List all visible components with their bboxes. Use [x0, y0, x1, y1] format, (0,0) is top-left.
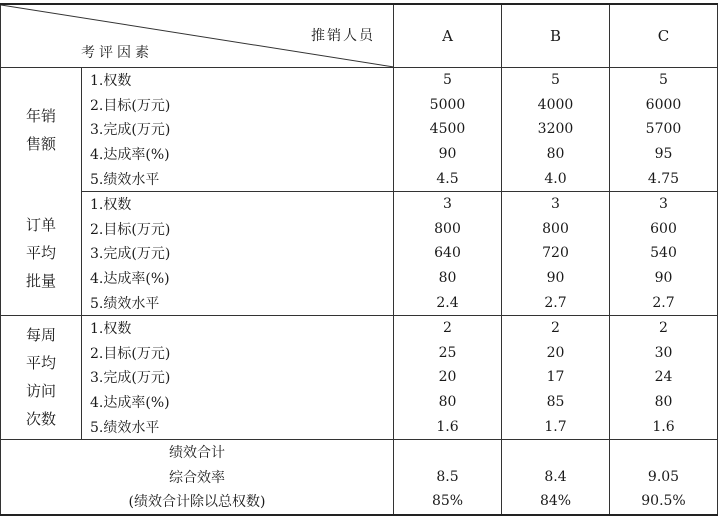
value-cell: 2.7: [610, 290, 718, 315]
percent-value: 84%: [502, 489, 610, 515]
value-cell: 80: [394, 390, 502, 415]
empty-cell: [502, 439, 610, 464]
value-cell: 600: [610, 217, 718, 242]
item-label: 4.达成率(%): [90, 271, 170, 288]
summary-formula-label: (绩效合计除以总权数): [1, 489, 394, 515]
item-label: 3.完成(万元): [90, 122, 171, 139]
item-label: 2.目标(万元): [90, 345, 171, 362]
value-cell: 800: [502, 217, 610, 242]
value-cell: 3: [394, 191, 502, 216]
percent-value: 90.5%: [610, 489, 718, 515]
item-label: 3.完成(万元): [90, 370, 171, 387]
item-label: 2.目标(万元): [90, 97, 171, 114]
value-cell: 3: [502, 191, 610, 216]
item-label: 1.权数: [90, 321, 132, 338]
item-label: 4.达成率(%): [90, 395, 170, 412]
value-cell: 2.4: [394, 290, 502, 315]
efficiency-value: 8.5: [394, 465, 502, 490]
value-cell: 80: [610, 390, 718, 415]
table-row: [1, 390, 718, 415]
item-label: 2.目标(万元): [90, 221, 171, 238]
value-cell: 90: [394, 142, 502, 167]
table-row: [1, 414, 718, 439]
group-title-line: 平均: [25, 354, 56, 373]
group-title-line: 访问: [25, 382, 56, 401]
value-cell: 24: [610, 365, 718, 390]
value-cell: 1.7: [502, 414, 610, 439]
header-person-c: C: [610, 4, 718, 68]
item-label: 5.绩效水平: [82, 290, 394, 315]
value-cell: 20: [394, 365, 502, 390]
group-title-line: 售额: [25, 134, 56, 153]
table-row: [1, 166, 718, 191]
value-cell: 20: [502, 341, 610, 366]
value-cell: 640: [394, 241, 502, 266]
table-row: [1, 217, 718, 242]
table-row: [1, 315, 718, 340]
value-cell: 90: [610, 266, 718, 291]
empty-cell: [394, 439, 502, 464]
header-salesperson-label: 推销人员: [311, 28, 375, 44]
group-title-weekly-visits: [1, 315, 82, 439]
efficiency-value: 8.4: [502, 465, 610, 490]
item-label: 4.达成率(%): [90, 147, 170, 164]
item-label: 1.权数: [90, 73, 132, 90]
header-person-b: B: [502, 4, 610, 68]
value-cell: 30: [610, 341, 718, 366]
value-cell: 800: [394, 217, 502, 242]
item-label: 5.绩效水平: [82, 166, 394, 191]
efficiency-value: 9.05: [610, 465, 718, 490]
table-row: [1, 68, 718, 93]
table-row: [1, 191, 718, 216]
table-row: [1, 142, 718, 167]
value-cell: 5700: [610, 117, 718, 142]
value-cell: 720: [502, 241, 610, 266]
value-cell: 1.6: [394, 414, 502, 439]
value-cell: 540: [610, 241, 718, 266]
value-cell: 2: [610, 315, 718, 340]
header-row: [1, 4, 718, 68]
salesperson-evaluation-table: [0, 3, 718, 516]
header-person-a: A: [394, 4, 502, 68]
table-row: [1, 117, 718, 142]
value-cell: 5: [610, 68, 718, 93]
value-cell: 2.7: [502, 290, 610, 315]
value-cell: 95: [610, 142, 718, 167]
value-cell: 1.6: [610, 414, 718, 439]
value-cell: 2: [502, 315, 610, 340]
group-title-annual-sales: [1, 68, 82, 192]
summary-efficiency-label: 综合效率: [1, 465, 394, 490]
item-label: 3.完成(万元): [90, 246, 171, 263]
value-cell: 4500: [394, 117, 502, 142]
value-cell: 5: [394, 68, 502, 93]
value-cell: 5: [502, 68, 610, 93]
summary-row-total: [1, 439, 718, 464]
header-factor-label: 考评因素: [81, 45, 153, 61]
table-row: [1, 93, 718, 118]
percent-value: 85%: [394, 489, 502, 515]
value-cell: 85: [502, 390, 610, 415]
item-label: 5.绩效水平: [82, 414, 394, 439]
table-row: [1, 341, 718, 366]
summary-row-efficiency: [1, 465, 718, 490]
value-cell: 80: [502, 142, 610, 167]
summary-total-label: 绩效合计: [1, 439, 394, 464]
group-title-line: 次数: [25, 410, 56, 429]
group-title-line: 年销: [25, 106, 56, 125]
group-title-order-batch: [1, 191, 82, 315]
value-cell: 3200: [502, 117, 610, 142]
table-row: [1, 266, 718, 291]
empty-cell: [610, 439, 718, 464]
value-cell: 2: [394, 315, 502, 340]
value-cell: 90: [502, 266, 610, 291]
table-row: [1, 365, 718, 390]
value-cell: 5000: [394, 93, 502, 118]
value-cell: 17: [502, 365, 610, 390]
group-title-line: 每周: [25, 326, 56, 345]
value-cell: 6000: [610, 93, 718, 118]
value-cell: 4000: [502, 93, 610, 118]
group-title-line: 批量: [25, 272, 56, 291]
value-cell: 80: [394, 266, 502, 291]
value-cell: 4.75: [610, 166, 718, 191]
value-cell: 25: [394, 341, 502, 366]
item-label: 1.权数: [90, 197, 132, 214]
value-cell: 3: [610, 191, 718, 216]
summary-row-percent: [1, 489, 718, 515]
group-title-line: 平均: [25, 244, 56, 263]
value-cell: 4.5: [394, 166, 502, 191]
table-row: [1, 290, 718, 315]
value-cell: 4.0: [502, 166, 610, 191]
diagonal-header-cell: [1, 4, 394, 68]
group-title-line: 订单: [25, 216, 56, 235]
table-row: [1, 241, 718, 266]
